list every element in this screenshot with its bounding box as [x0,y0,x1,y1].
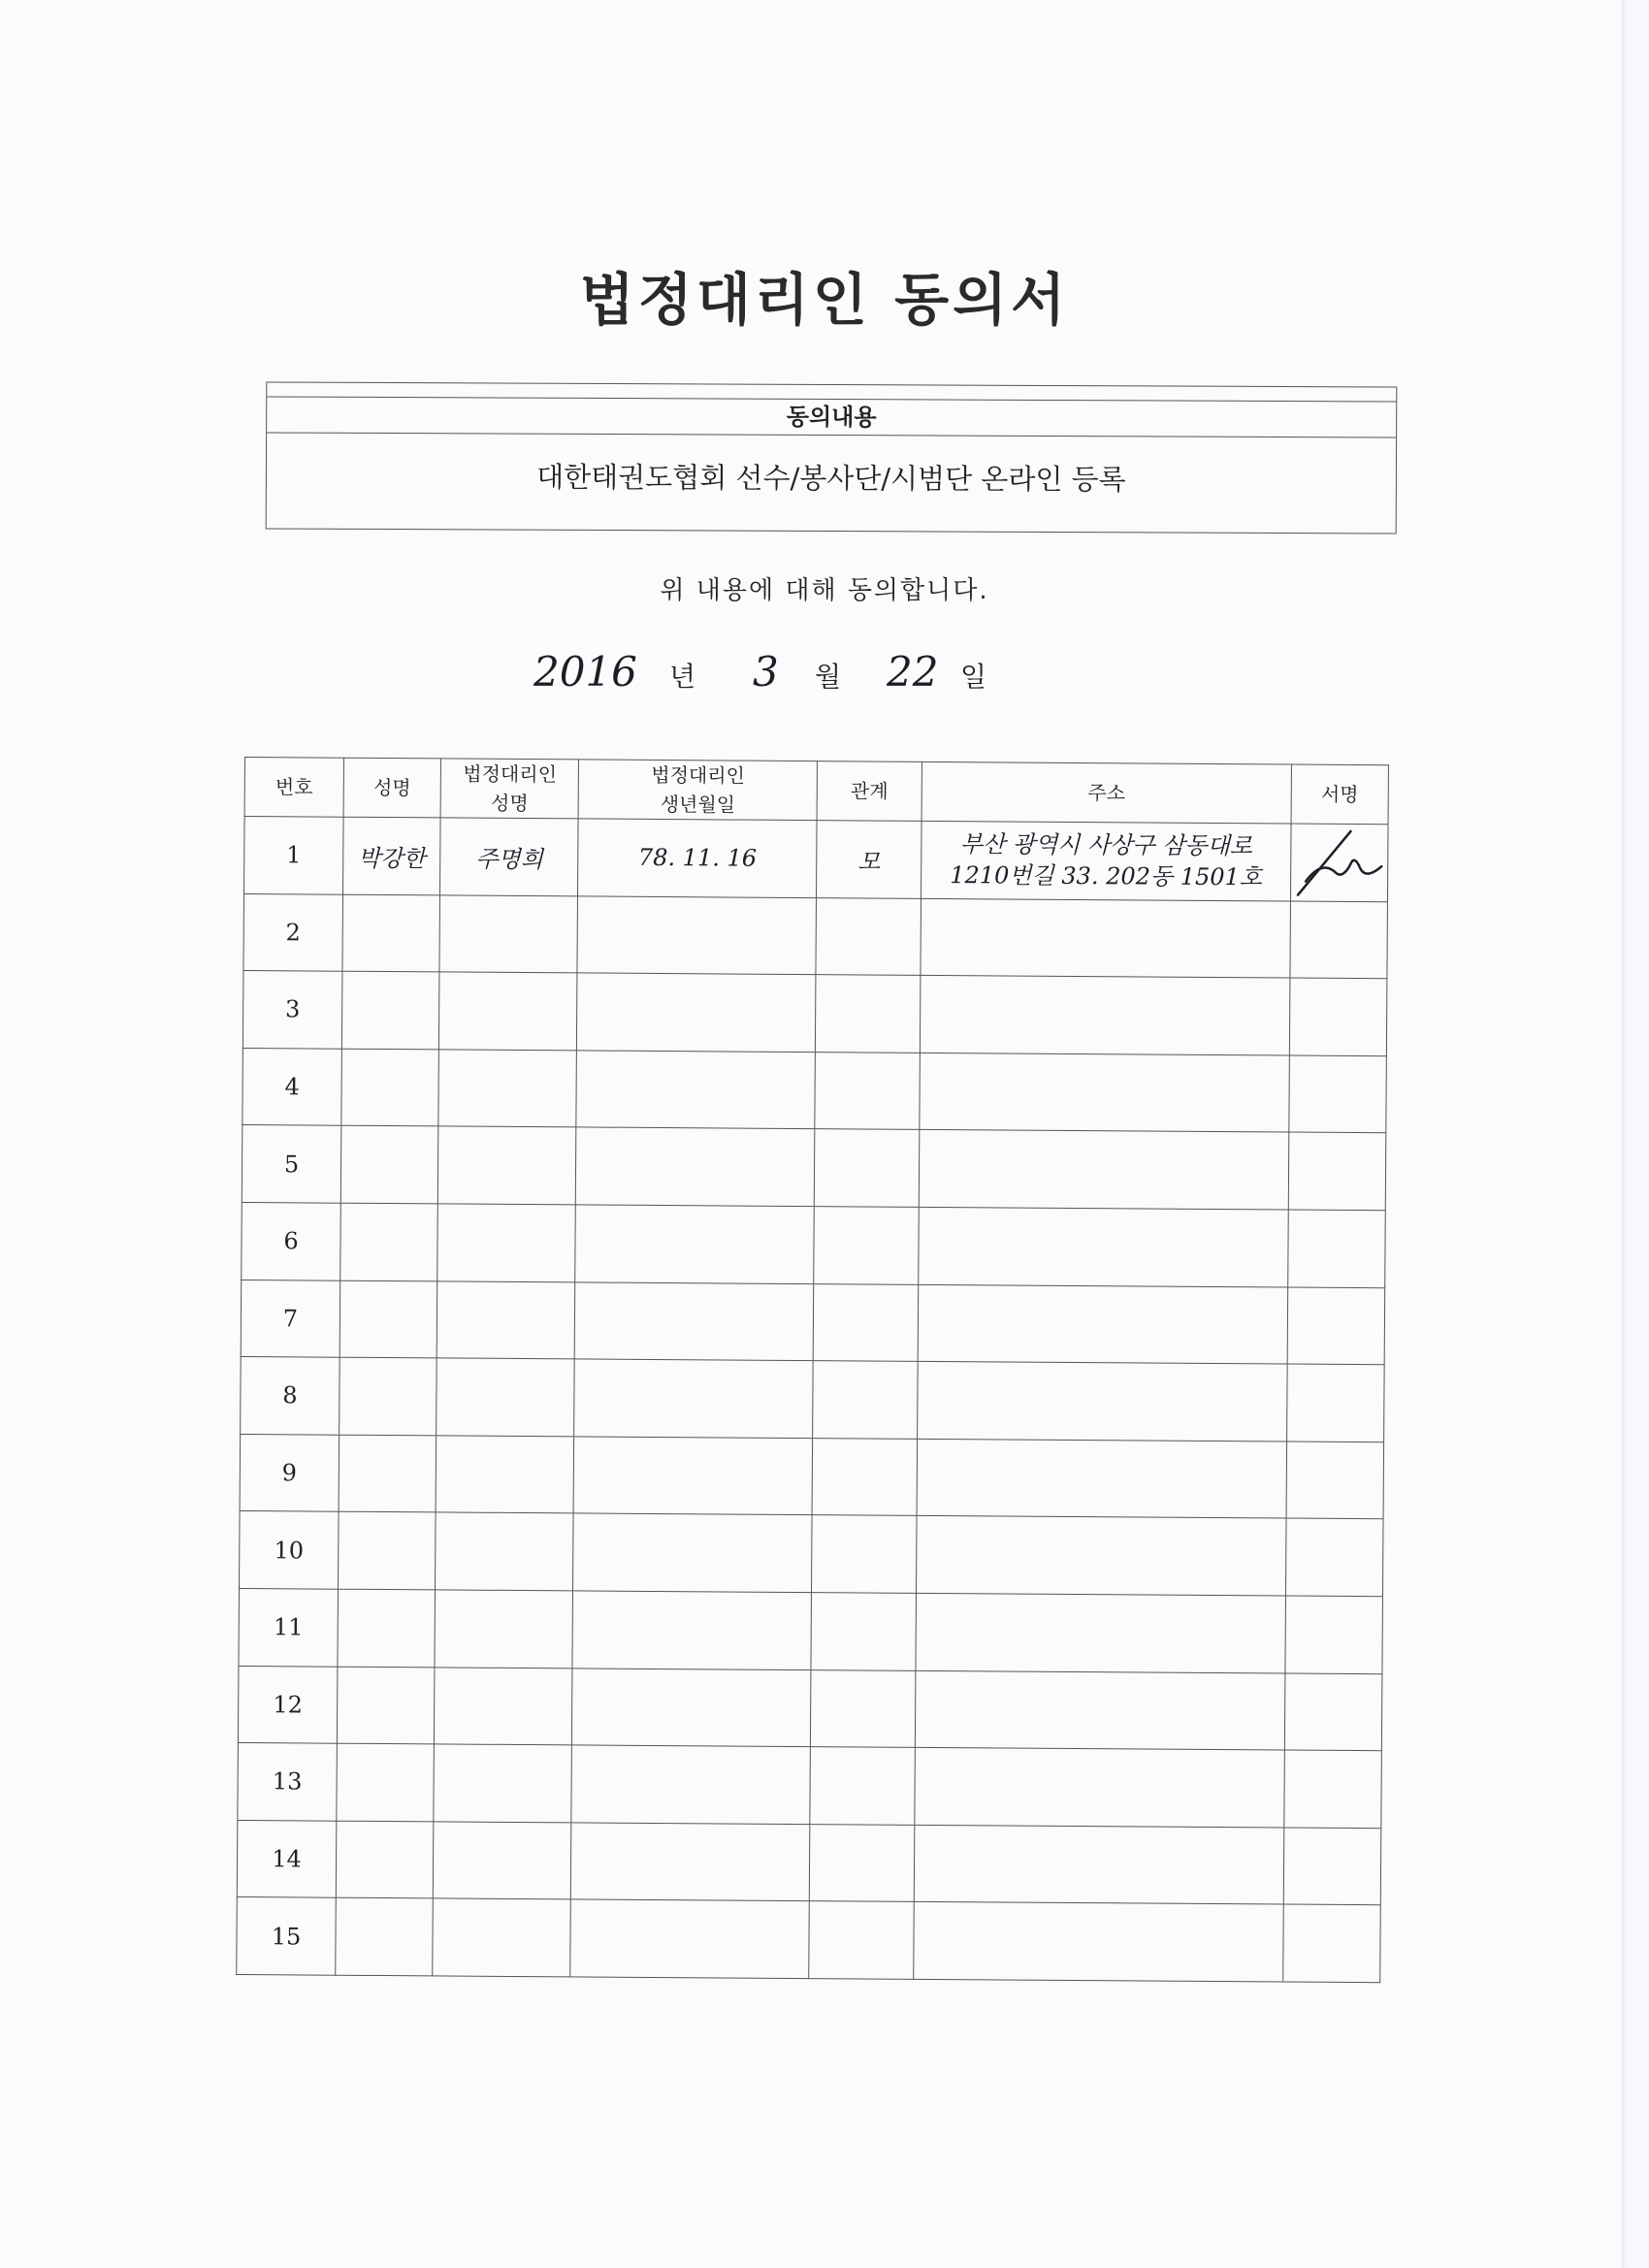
row-no: 2 [243,893,343,971]
date-day-unit: 일 [960,661,987,693]
agreement-text: 위 내용에 대해 동의합니다. [660,576,989,605]
row-no: 7 [241,1280,340,1357]
header-no: 번호 [244,758,343,818]
signature-scribble-icon [1292,826,1386,900]
table-row [241,1280,1385,1365]
row-no: 11 [239,1588,339,1666]
row-guardian-birth: 78. 11. 16 [578,819,817,897]
row-guardian-name: 주명희 [440,818,579,896]
header-guardian-name-line2: 성명 [491,791,529,816]
row-address-line2: 1210번길 33. 202동 1501호 [950,861,1263,891]
header-guardian-name [440,759,579,819]
date-month: 3 [753,648,779,696]
row-no: 10 [240,1511,340,1589]
row-no: 8 [241,1357,340,1435]
table-row [242,1202,1386,1287]
row-signature [1290,824,1388,901]
header-guardian-birth-line1: 법정대리인 [651,762,745,788]
table-row [238,1666,1382,1751]
guardian-table [236,757,1389,1983]
row-name: 박강한 [343,817,441,894]
header-guardian-birth [579,760,818,821]
header-guardian-name-line1: 법정대리인 [463,761,558,787]
header-guardian-birth-line2: 생년월일 [660,792,736,817]
row-no: 13 [238,1743,338,1821]
header-relation: 관계 [817,761,922,822]
table-row [240,1511,1384,1597]
row-no: 12 [238,1666,338,1743]
table-row [239,1588,1383,1673]
table-row [242,971,1387,1056]
consent-body: 대한태권도협회 선수/봉사단/시범단 온라인 등록 [536,460,1126,497]
table-row [238,1743,1382,1829]
row-no: 4 [242,1048,342,1125]
table-header-row [244,758,1388,825]
date-month-unit: 월 [815,661,842,693]
consent-header: 동의내용 [267,396,1396,437]
date-day: 22 [887,648,939,696]
row-address-line1: 부산 광역시 사상구 삼동대로 [959,830,1253,860]
row-no: 5 [242,1125,341,1203]
table-row [244,817,1389,902]
header-name: 성명 [343,758,440,818]
row-no: 14 [237,1820,337,1897]
table-row [241,1357,1385,1442]
row-no: 15 [237,1897,337,1975]
row-no: 3 [242,971,342,1049]
row-no: 9 [240,1434,340,1511]
row-relation: 모 [816,821,922,898]
table-row [243,893,1388,979]
header-address: 주소 [922,761,1291,824]
table-row [240,1434,1384,1519]
consent-box [266,381,1398,534]
date-line [534,648,1212,697]
table-row [242,1125,1386,1211]
table-row [242,1048,1387,1133]
table-row [237,1820,1381,1905]
date-year: 2016 [534,648,637,696]
row-no: 6 [242,1202,341,1280]
table-row [237,1897,1381,1983]
date-year-unit: 년 [669,661,696,693]
header-signature: 서명 [1291,764,1388,825]
row-address [922,821,1291,900]
row-no: 1 [244,817,344,894]
document-title: 법정대리인 동의서 [579,267,1070,333]
